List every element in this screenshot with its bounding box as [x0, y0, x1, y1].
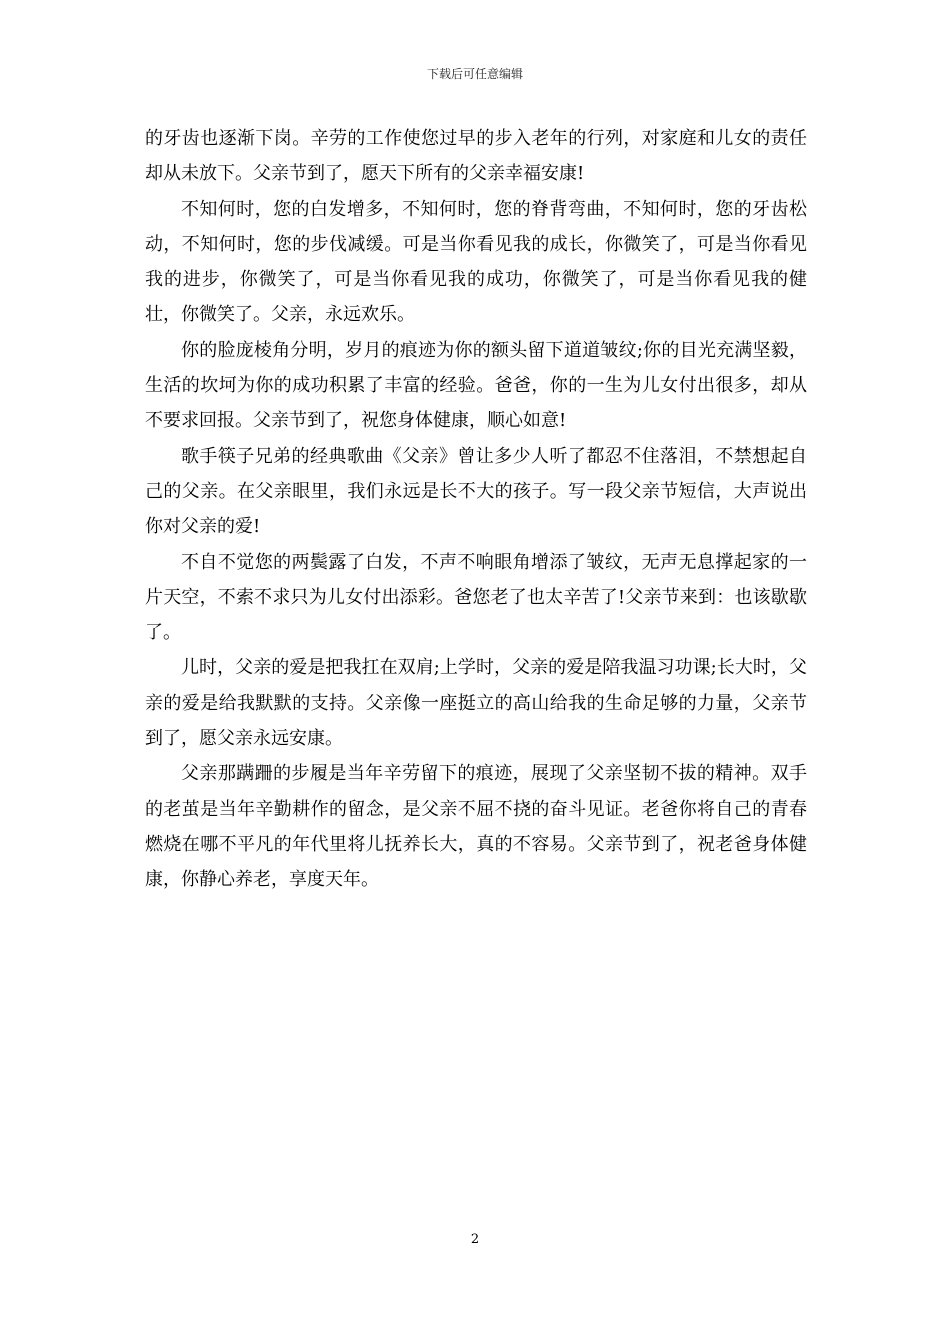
page-header: 下载后可任意编辑 [426, 67, 523, 81]
paragraph: 不自不觉您的两鬓露了白发，不声不响眼角增添了皱纹，无声无息撑起家的一片天空，不索不求只为儿女付出添彩。爸您老了也太辛苦了!父亲节来到：也该歇歇了。 [145, 551, 807, 644]
page-number: 2 [470, 1232, 480, 1247]
paragraph: 歌手筷子兄弟的经典歌曲《父亲》曾让多少人听了都忍不住落泪，不禁想起自己的父亲。在父亲眼里，我们永远是长不大的孩子。写一段父亲节短信，大声说出你对父亲的爱! [145, 445, 807, 538]
paragraph: 你的脸庞棱角分明，岁月的痕迹为你的额头留下道道皱纹;你的目光充满坚毅，生活的坎坷为你的成功积累了丰富的经验。爸爸，你的一生为儿女付出很多，却从不要求回报。父亲节到了，祝您身体健康，顺心如意! [145, 339, 807, 432]
paragraph-continued: 的牙齿也逐渐下岗。辛劳的工作使您过早的步入老年的行列，对家庭和儿女的责任却从未放下。父亲节到了，愿天下所有的父亲幸福安康! [145, 128, 807, 185]
paragraph: 父亲那蹒跚的步履是当年辛劳留下的痕迹，展现了父亲坚韧不拔的精神。双手的老茧是当年辛勤耕作的留念，是父亲不屈不挠的奋斗见证。老爸你将自己的青春燃烧在哪不平凡的年代里将儿抚养长大，真的不容易。父亲节到了，祝老爸身体健康，你静心养老，享度天年。 [145, 763, 807, 891]
document-body [145, 121, 807, 898]
paragraph: 儿时，父亲的爱是把我扛在双肩;上学时，父亲的爱是陪我温习功课;长大时，父亲的爱是给我默默的支持。父亲像一座挺立的高山给我的生命足够的力量，父亲节到了，愿父亲永远安康。 [145, 657, 807, 750]
paragraph: 不知何时，您的白发增多，不知何时，您的脊背弯曲，不知何时，您的牙齿松动，不知何时，您的步伐减缓。可是当你看见我的成长，你微笑了，可是当你看见我的进步，你微笑了，可是当你看见我的成功，你微笑了，可是当你看见我的健壮，你微笑了。父亲，永远欢乐。 [145, 198, 807, 326]
